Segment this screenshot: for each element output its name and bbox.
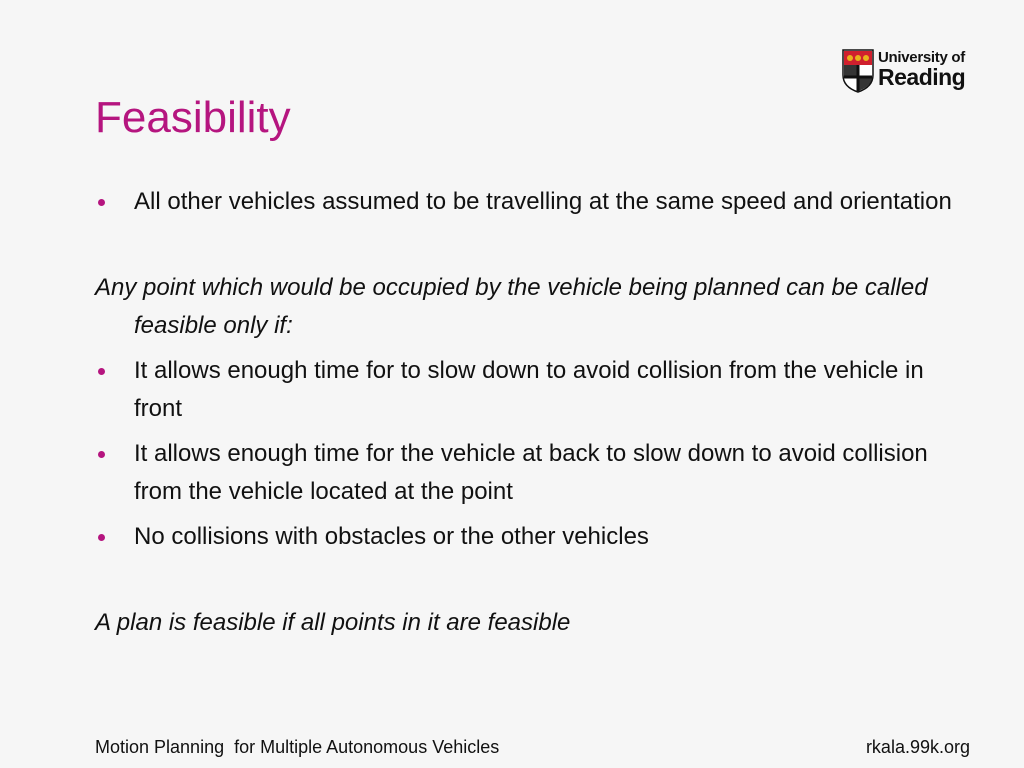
logo-line-reading: Reading	[878, 64, 966, 90]
bullet-item	[95, 183, 955, 221]
bullet-text: All other vehicles assumed to be travelling at the same speed and orientation	[134, 188, 952, 215]
bullet-dot-icon	[98, 368, 105, 375]
bullet-text: It allows enough time for the vehicle at back to slow down to avoid collision from the vehicle located at the point	[134, 440, 928, 505]
university-logo	[842, 48, 976, 94]
footer-website: rkala.99k.org	[865, 737, 970, 757]
university-crest-icon	[842, 49, 874, 93]
bullet-dot-icon	[98, 451, 105, 458]
bullet-dot-icon	[98, 534, 105, 541]
slide-title: Feasibility	[95, 93, 291, 142]
bullet-text: It allows enough time for to slow down to avoid collision from the vehicle in front	[134, 357, 924, 422]
bullet-item	[95, 518, 955, 556]
footer-presentation-title: Motion Planning for Multiple Autonomous Vehicles	[95, 737, 500, 757]
logo-line-university: University of	[878, 49, 965, 66]
italic-paragraph: Any point which would be occupied by the vehicle being planned can be called feasible only if:	[95, 274, 928, 339]
bullet-dot-icon	[98, 199, 105, 206]
slide-body	[95, 183, 955, 642]
bullet-text: No collisions with obstacles or the other vehicles	[134, 523, 649, 550]
bullet-item	[95, 352, 955, 428]
logo-wordmark	[878, 48, 976, 89]
italic-conclusion: A plan is feasible if all points in it are feasible	[95, 609, 571, 636]
bullet-item	[95, 435, 955, 511]
